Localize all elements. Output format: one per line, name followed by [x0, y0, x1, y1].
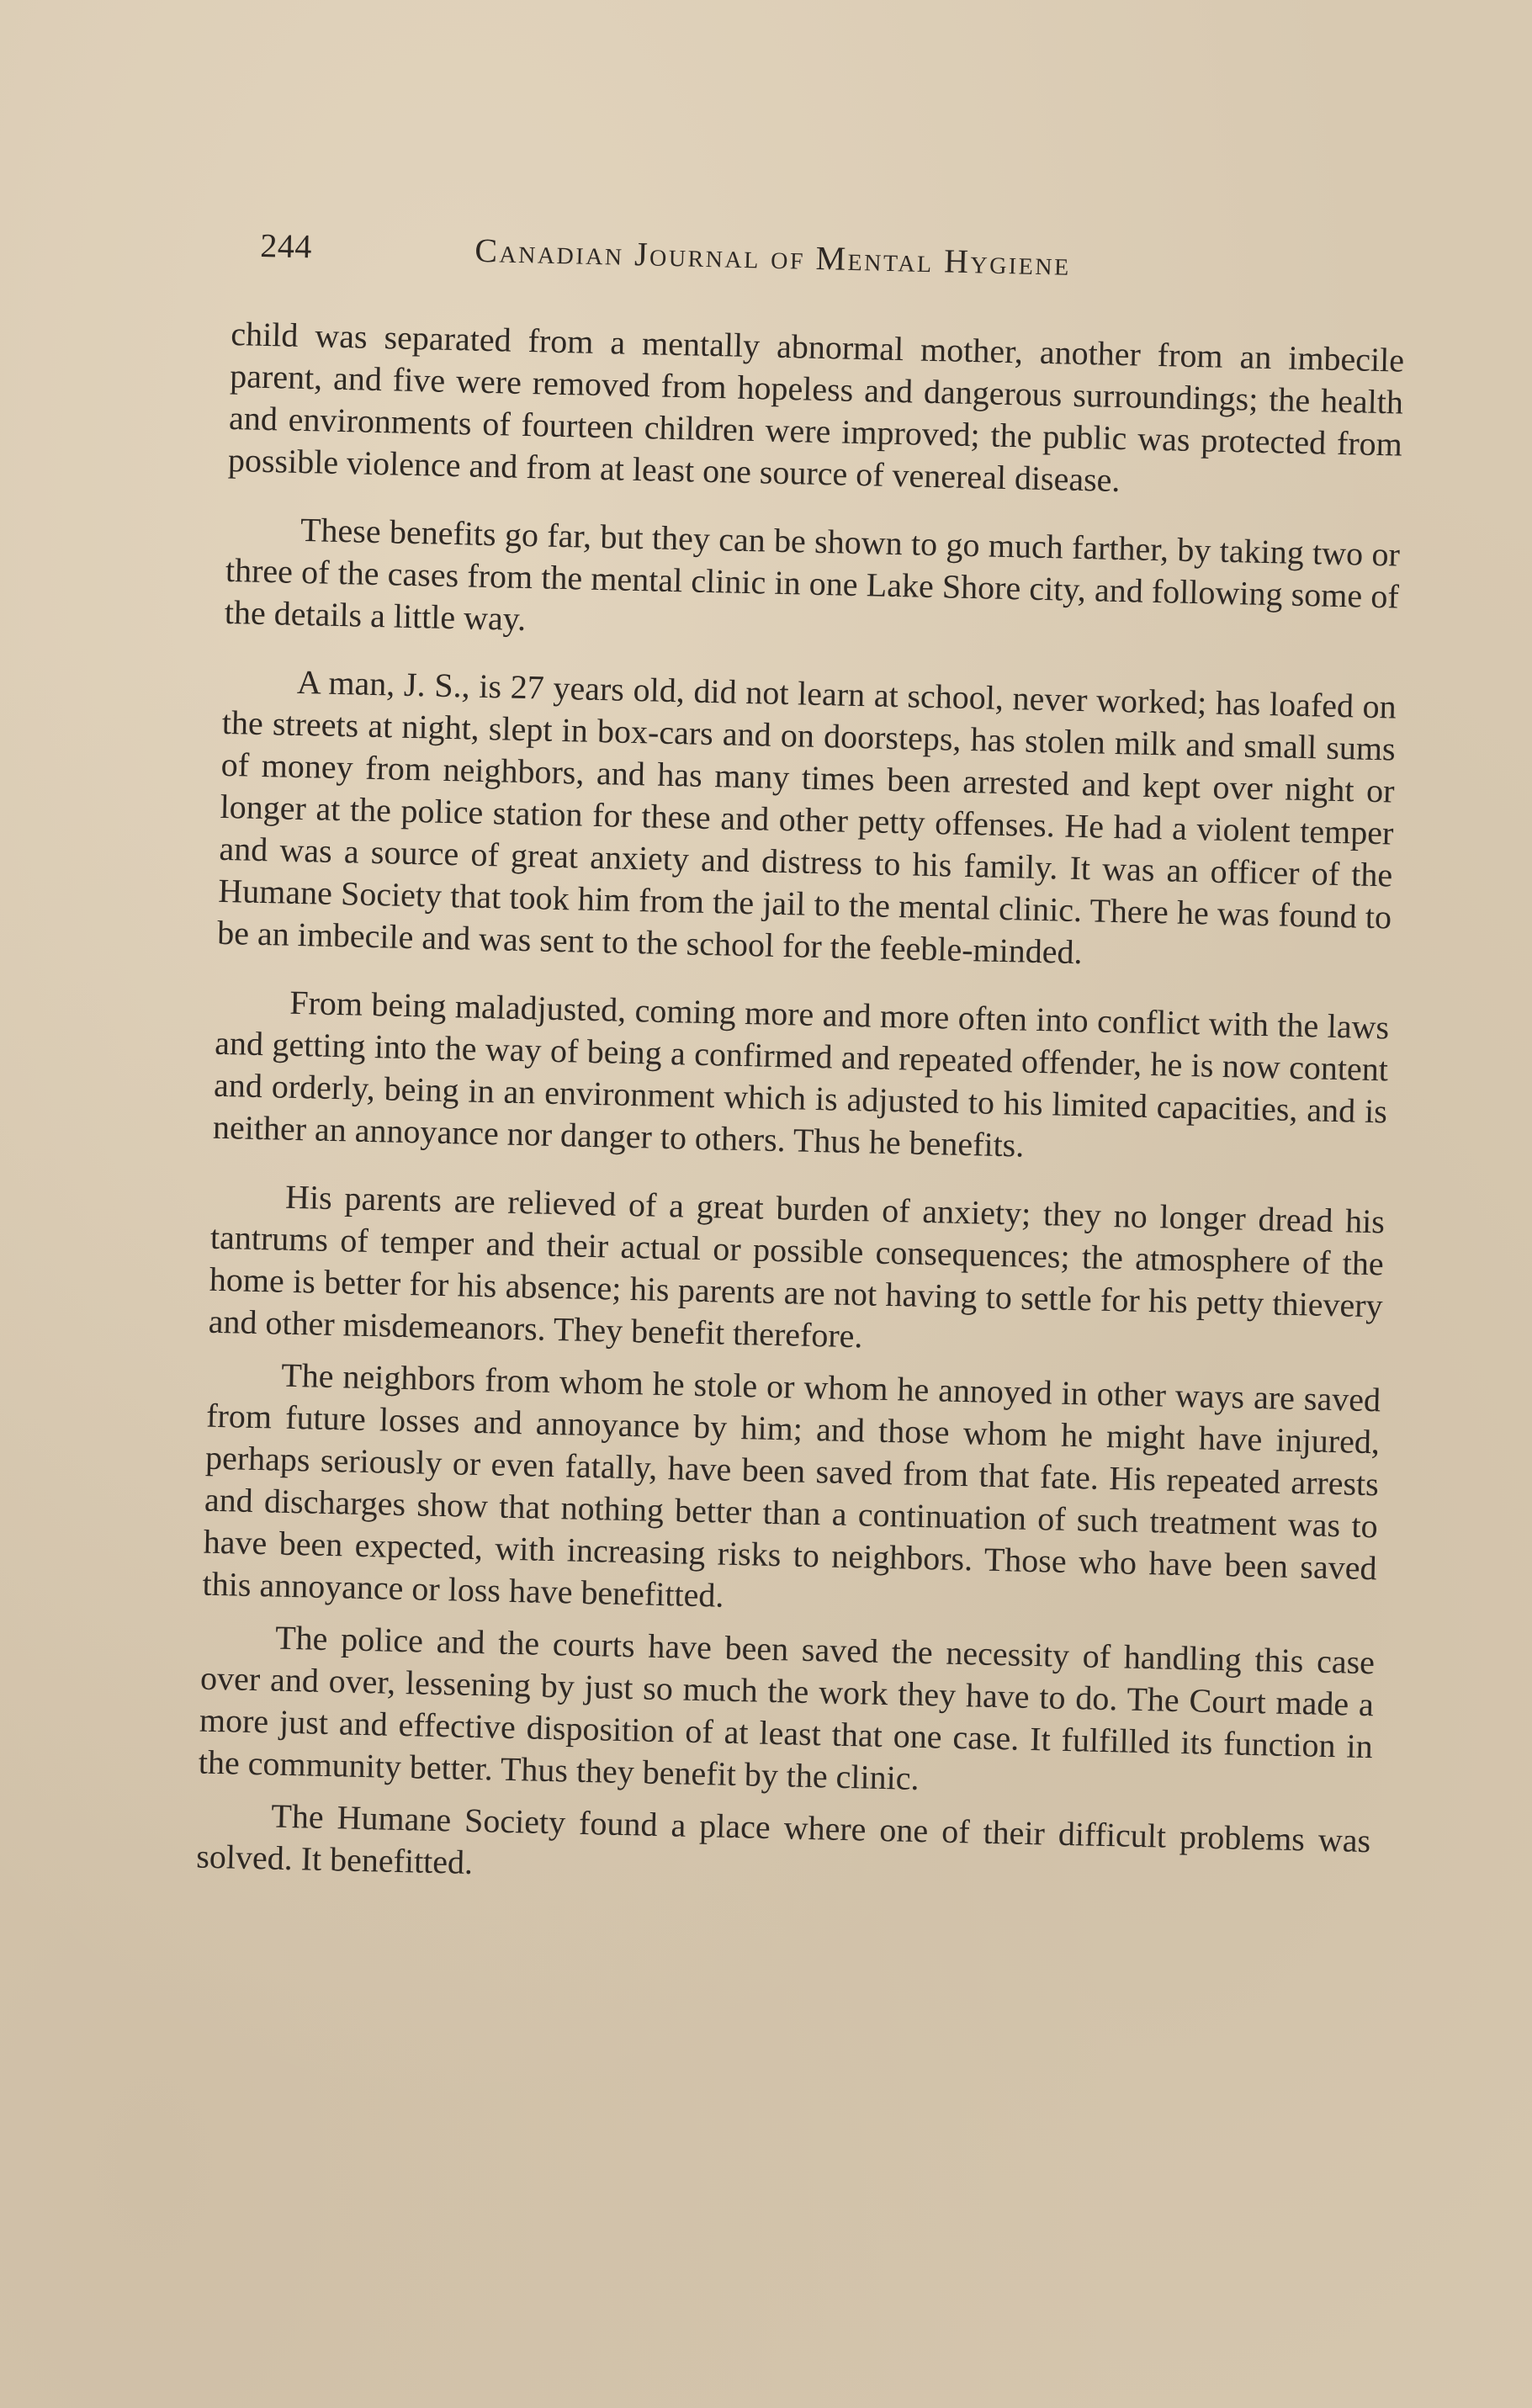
journal-title: Canadian Journal of Mental Hygiene: [474, 231, 1072, 283]
paragraph-continued: child was separated from a mentally abnormal mother, another from an imbecile parent, and five were removed from hopeless and dangerous surroundings; the health and environments of fourteen children were improved; the public was protected from possible violence and from at least one source of venereal disease.: [227, 314, 1405, 500]
paragraph-benefits: These benefits go far, but they can be shown to go much farther, by taking two or three of the cases from the mental clinic in one Lake Shore city, and following some of the details a little way.: [224, 510, 1401, 639]
paragraph-parents: His parents are relieved of a great burden of anxiety; they no longer dread his tantrums of temper and their actual or possible consequences; the atmosphere of the home is better for his absence; his parents are not having to settle for his petty thievery and other misdemeanors. They benefit therefore.: [208, 1177, 1386, 1355]
body-text: [196, 313, 1405, 1914]
paragraph-police-courts: The police and the courts have been saved the necessity of handling this case over and over, lessening by just so much the work they have to do. The Court made a more just and effective disposition of at least that one case. It fulfilled its function in the community better. Thus they benefit by the clinic.: [198, 1618, 1376, 1797]
paragraph-humane-society: The Humane Society found a place where one of their difficult problems was solved. It benefitted.: [195, 1796, 1371, 1881]
page-number: 244: [259, 225, 313, 266]
running-header: [260, 225, 1169, 296]
paragraph-neighbors: The neighbors from whom he stole or whom he annoyed in other ways are saved from future losses and annoyance by him; and those whom he might have injured, perhaps seriously or even fatally, have been saved from that fate. His repeated arrests and discharges show that nothing better than a continuation of such treatment was to have been expected, with increasing risks to neighbors. Those who have been saved this annoyance or loss have benefitted.: [202, 1355, 1381, 1615]
paragraph-maladjusted: From being maladjusted, coming more and more often into conflict with the laws and getting into the way of being a confirmed and repeated offender, he is now content and orderly, being in an environment which is adjusted to his limited capacities, and is neither an annoyance nor danger to others. Thus he benefits.: [212, 983, 1390, 1164]
paragraph-case-js: A man, J. S., is 27 years old, did not learn at school, never worked; has loafed on the streets at night, slept in box-cars and on doorsteps, has stolen milk and small sums of money from neighbors, and has many times been arrested and kept over night or longer at the police station for these and other petty offenses. He had a violent temper and was a source of great anxiety and distress to his family. It was an officer of the Humane Society that took him from the jail to the mental clinic. There he was found to be an imbecile and was sent to the school for the feeble-minded.: [216, 662, 1397, 972]
